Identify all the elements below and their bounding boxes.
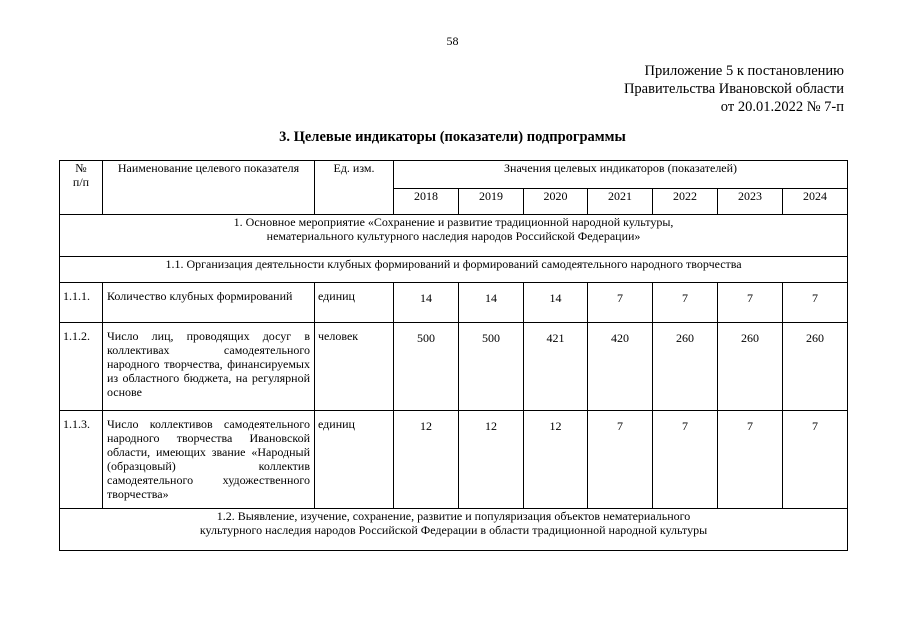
subsection-1-2-line-2: культурного наследия народов Российской Федерации в области традиционной народной культуры: [199, 523, 708, 537]
subsection-1-1-heading: 1.1. Организация деятельности клубных формирований и формирований самодеятельного народного творчества: [60, 257, 848, 283]
row-value: 421: [524, 323, 588, 411]
section-title: 3. Целевые индикаторы (показатели) подпрограммы: [279, 129, 626, 145]
row-value: 7: [588, 283, 653, 323]
row-value: 7: [718, 411, 783, 509]
appendix-line-1: Приложение 5 к постановлению: [644, 63, 844, 79]
row-unit: единиц: [315, 411, 394, 509]
row-value: 12: [524, 411, 588, 509]
row-value: 12: [394, 411, 459, 509]
header-number-line-1: №: [75, 161, 87, 175]
row-unit: единиц: [315, 283, 394, 323]
table-row: [60, 411, 848, 509]
header-number: [60, 161, 103, 215]
table-row: [60, 323, 848, 411]
section-1-line-2: нематериального культурного наследия народов Российской Федерации»: [266, 229, 641, 243]
row-index: 1.1.3.: [60, 411, 103, 509]
header-year: 2024: [783, 189, 848, 215]
row-value: 7: [718, 283, 783, 323]
row-value: 12: [459, 411, 524, 509]
row-index: 1.1.2.: [60, 323, 103, 411]
row-value: 500: [459, 323, 524, 411]
row-value: 7: [653, 283, 718, 323]
indicators-table: [59, 160, 848, 551]
header-year: 2018: [394, 189, 459, 215]
row-unit: человек: [315, 323, 394, 411]
header-unit: Ед. изм.: [315, 161, 394, 215]
subsection-1-2-line-1: 1.2. Выявление, изучение, сохранение, развитие и популяризация объектов нематериального: [216, 509, 691, 523]
section-1-line-1: 1. Основное мероприятие «Сохранение и развитие традиционной народной культуры,: [233, 215, 674, 229]
row-value: 420: [588, 323, 653, 411]
row-name: Число лиц, проводящих досуг в коллективах самодеятельного народного творчества, финансируемых из областного бюджета, на регулярной основе: [103, 323, 315, 411]
row-value: 14: [459, 283, 524, 323]
appendix-line-2: Правительства Ивановской области: [623, 81, 844, 97]
subsection-1-2-heading: [60, 509, 848, 551]
row-index: 1.1.1.: [60, 283, 103, 323]
table-row: [60, 283, 848, 323]
header-name: Наименование целевого показателя: [103, 161, 315, 215]
row-value: 7: [588, 411, 653, 509]
row-value: 7: [653, 411, 718, 509]
row-value: 260: [653, 323, 718, 411]
row-value: 14: [524, 283, 588, 323]
row-value: 500: [394, 323, 459, 411]
header-year: 2020: [524, 189, 588, 215]
row-name: Число коллективов самодеятельного народного творчества Ивановской области, имеющих звание «Народный (образцовый) коллектив самодеятельного художественного творчества»: [103, 411, 315, 509]
header-year: 2021: [588, 189, 653, 215]
header-year: 2023: [718, 189, 783, 215]
row-value: 7: [783, 283, 848, 323]
row-value: 7: [783, 411, 848, 509]
row-value: 14: [394, 283, 459, 323]
row-name: Количество клубных формирований: [103, 283, 315, 323]
page-number: 58: [446, 34, 459, 48]
header-year: 2019: [459, 189, 524, 215]
appendix-line-3: от 20.01.2022 № 7-п: [720, 99, 844, 115]
row-value: 260: [718, 323, 783, 411]
appendix-reference: [624, 62, 844, 116]
header-year: 2022: [653, 189, 718, 215]
header-number-line-2: п/п: [72, 175, 90, 189]
row-value: 260: [783, 323, 848, 411]
section-1-heading: [60, 215, 848, 257]
header-values: Значения целевых индикаторов (показателей): [394, 161, 848, 189]
